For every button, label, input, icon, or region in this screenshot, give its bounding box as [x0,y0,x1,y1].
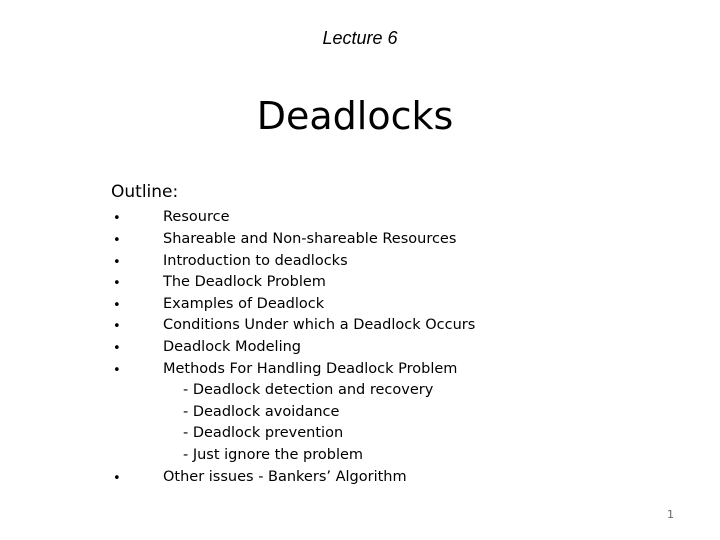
outline-item: Methods For Handling Deadlock Problem [163,361,458,377]
bullet-icon: • [113,255,121,270]
outline-item: Deadlock Modeling [163,339,302,355]
outline-subitem: - Deadlock prevention [183,425,344,441]
bullet-icon: • [113,471,121,486]
outline-subitem: - Deadlock detection and recovery [183,382,434,398]
page-number: 1 [667,508,674,521]
outline-label: Outline: [111,182,179,202]
bullet-icon: • [113,363,121,378]
bullet-icon: • [113,341,121,356]
outline-item: Resource [163,209,230,225]
bullet-icon: • [113,319,121,334]
bullet-icon: • [113,233,121,248]
outline-subitem: - Just ignore the problem [183,447,364,463]
bullet-icon: • [113,276,121,291]
outline-item: Shareable and Non-shareable Resources [163,231,457,247]
lecture-label: Lecture 6 [322,28,398,48]
bullet-icon: • [113,211,121,226]
outline-item: The Deadlock Problem [163,274,326,290]
outline-item: Other issues - Bankers’ Algorithm [163,469,407,485]
outline-subitem: - Deadlock avoidance [183,404,340,420]
outline-item: Introduction to deadlocks [163,253,348,269]
bullet-icon: • [113,298,121,313]
outline-item: Conditions Under which a Deadlock Occurs [163,317,476,333]
outline-item: Examples of Deadlock [163,296,325,312]
slide-title: Deadlocks [256,94,454,138]
